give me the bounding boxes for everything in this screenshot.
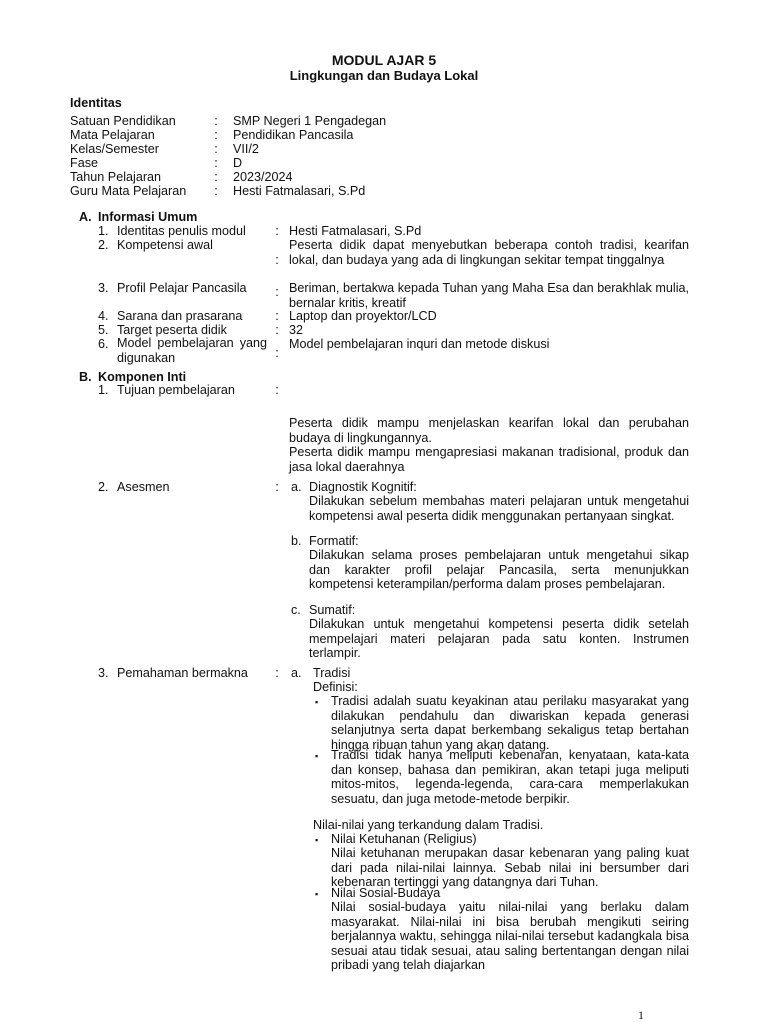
item-label: Identitas penulis modul bbox=[117, 224, 246, 238]
definisi-bullet: Tradisi adalah suatu keyakinan atau perilaku masyarakat yang dilakukan pendahulu dan diwariskan kepada generasi selanjutnya serta dapat berkembang sekaligus tetap bertahan hingga ribuan tahun yang akan datang. bbox=[331, 694, 689, 752]
identitas-label: Guru Mata Pelajaran bbox=[70, 184, 187, 198]
colon: : bbox=[214, 128, 218, 142]
identitas-value: VII/2 bbox=[233, 142, 259, 156]
colon: : bbox=[214, 114, 218, 128]
document-title: MODUL AJAR 5 bbox=[331, 52, 437, 68]
item-number: 6. bbox=[98, 337, 109, 351]
item-value: Hesti Fatmalasari, S.Pd bbox=[289, 224, 422, 238]
bullet-square-icon: ▪ bbox=[315, 889, 319, 899]
colon: : bbox=[214, 184, 218, 198]
asesmen-title: Formatif: bbox=[309, 534, 359, 548]
asesmen-title: Sumatif: bbox=[309, 603, 356, 617]
asesmen-title: Diagnostik Kognitif: bbox=[309, 480, 417, 494]
document-subtitle: Lingkungan dan Budaya Lokal bbox=[289, 68, 479, 83]
section-heading: Informasi Umum bbox=[98, 210, 198, 224]
item-number: 3. bbox=[98, 666, 109, 680]
identitas-label: Satuan Pendidikan bbox=[70, 114, 176, 128]
colon: : bbox=[275, 224, 279, 238]
section-letter: A. bbox=[79, 210, 92, 224]
item-label: Profil Pelajar Pancasila bbox=[117, 281, 247, 295]
pemahaman-letter: a. bbox=[291, 666, 302, 680]
asesmen-body: Dilakukan sebelum membahas materi pelajaran untuk mengetahui kompetensi awal peserta didik menggunakan pertanyaan singkat. bbox=[309, 494, 689, 523]
item-label: Target peserta didik bbox=[117, 323, 227, 337]
colon: : bbox=[275, 309, 279, 323]
item-label: Tujuan pembelajaran bbox=[117, 383, 235, 397]
page-number: 1 bbox=[638, 1008, 644, 1022]
item-number: 1. bbox=[98, 383, 109, 397]
bullet-square-icon: ▪ bbox=[315, 751, 319, 761]
colon: : bbox=[214, 170, 218, 184]
definisi-bullet: Tradisi tidak hanya meliputi kebenaran, kenyataan, kata-kata dan konsep, bahasa dan pemikiran, akan tetapi juga meliputi mitos-mitos, legenda-legenda, cara-cara memperlakukan sesuatu, dan juga metode-metode berpikir. bbox=[331, 748, 689, 806]
colon: : bbox=[275, 323, 279, 337]
identitas-label: Tahun Pelajaran bbox=[70, 170, 162, 184]
section-letter: B. bbox=[79, 370, 92, 384]
nilai-title: Nilai Sosial-Budaya bbox=[331, 886, 441, 900]
identitas-value: 2023/2024 bbox=[233, 170, 293, 184]
item-label: Model pembelajaran yang digunakan bbox=[117, 336, 267, 365]
item-number: 3. bbox=[98, 281, 109, 295]
nilai-title: Nilai Ketuhanan (Religius) bbox=[331, 832, 477, 846]
identitas-value: Hesti Fatmalasari, S.Pd bbox=[233, 184, 366, 198]
colon: : bbox=[214, 142, 218, 156]
item-value: Laptop dan proyektor/LCD bbox=[289, 309, 437, 323]
tujuan-paragraph: Peserta didik mampu mengapresiasi makanan tradisional, produk dan jasa lokal daerahnya bbox=[289, 445, 689, 474]
nilai-body: Nilai ketuhanan merupakan dasar kebenaran yang paling kuat dari pada nilai-nilai lainnya. Sebab nilai ini bersumber dari kebenaran tertinggi yang datangnya dari Tuhan. bbox=[331, 846, 689, 890]
identitas-label: Mata Pelajaran bbox=[70, 128, 155, 142]
colon: : bbox=[275, 285, 279, 299]
identitas-label: Kelas/Semester bbox=[70, 142, 159, 156]
colon: : bbox=[275, 346, 279, 360]
nilai-body: Nilai sosial-budaya yaitu nilai-nilai yang berlaku dalam masyarakat. Nilai-nilai ini bisa berubah mengikuti seiring berjalannya waktu, sehingga nilai-nilai tersebut kadangkala bisa sesuai atau tidak sesuai, atau saling bertentangan dengan nilai pribadi yang telah diajarkan bbox=[331, 900, 689, 973]
identitas-value: SMP Negeri 1 Pengadegan bbox=[233, 114, 387, 128]
item-value: Beriman, bertakwa kepada Tuhan yang Maha Esa dan berakhlak mulia, bernalar kritis, kreatif bbox=[289, 281, 689, 310]
item-label: Asesmen bbox=[117, 480, 170, 494]
tujuan-paragraph: Peserta didik mampu menjelaskan kearifan lokal dan perubahan budaya di lingkungannya. bbox=[289, 416, 689, 445]
item-number: 4. bbox=[98, 309, 109, 323]
identitas-heading: Identitas bbox=[70, 96, 122, 110]
colon: : bbox=[275, 666, 279, 680]
item-label: Pemahaman bermakna bbox=[117, 666, 248, 680]
asesmen-letter: b. bbox=[291, 534, 302, 548]
colon: : bbox=[214, 156, 218, 170]
item-label: Kompetensi awal bbox=[117, 238, 213, 252]
bullet-square-icon: ▪ bbox=[315, 697, 319, 707]
asesmen-body: Dilakukan selama proses pembelajaran untuk mengetahui sikap dan karakter profil pelajar Pancasila, serta menunjukkan kompetensi keterampilan/performa dalam proses pembelajaran. bbox=[309, 548, 689, 592]
item-value: 32 bbox=[289, 323, 304, 337]
colon: : bbox=[275, 383, 279, 397]
item-label: Sarana dan prasarana bbox=[117, 309, 243, 323]
item-number: 1. bbox=[98, 224, 109, 238]
asesmen-body: Dilakukan untuk mengetahui kompetensi peserta didik setelah mempelajari materi pelajaran pada satu konten. Instrumen terlampir. bbox=[309, 617, 689, 661]
identitas-value: D bbox=[233, 156, 243, 170]
item-number: 2. bbox=[98, 238, 109, 252]
nilai-label: Nilai-nilai yang terkandung dalam Tradisi. bbox=[313, 818, 544, 832]
item-value: Model pembelajaran inquri dan metode diskusi bbox=[289, 337, 550, 351]
identitas-value: Pendidikan Pancasila bbox=[233, 128, 354, 142]
identitas-label: Fase bbox=[70, 156, 98, 170]
colon: : bbox=[275, 253, 279, 267]
bullet-square-icon: ▪ bbox=[315, 835, 319, 845]
definisi-label: Definisi: bbox=[313, 680, 358, 694]
item-value: Peserta didik dapat menyebutkan beberapa contoh tradisi, kearifan lokal, dan budaya yang ada di lingkungan sekitar tempat tinggalnya bbox=[289, 238, 689, 267]
item-number: 5. bbox=[98, 323, 109, 337]
asesmen-letter: c. bbox=[291, 603, 301, 617]
colon: : bbox=[275, 480, 279, 494]
pemahaman-title: Tradisi bbox=[313, 666, 351, 680]
item-number: 2. bbox=[98, 480, 109, 494]
asesmen-letter: a. bbox=[291, 480, 302, 494]
section-heading: Komponen Inti bbox=[98, 370, 187, 384]
